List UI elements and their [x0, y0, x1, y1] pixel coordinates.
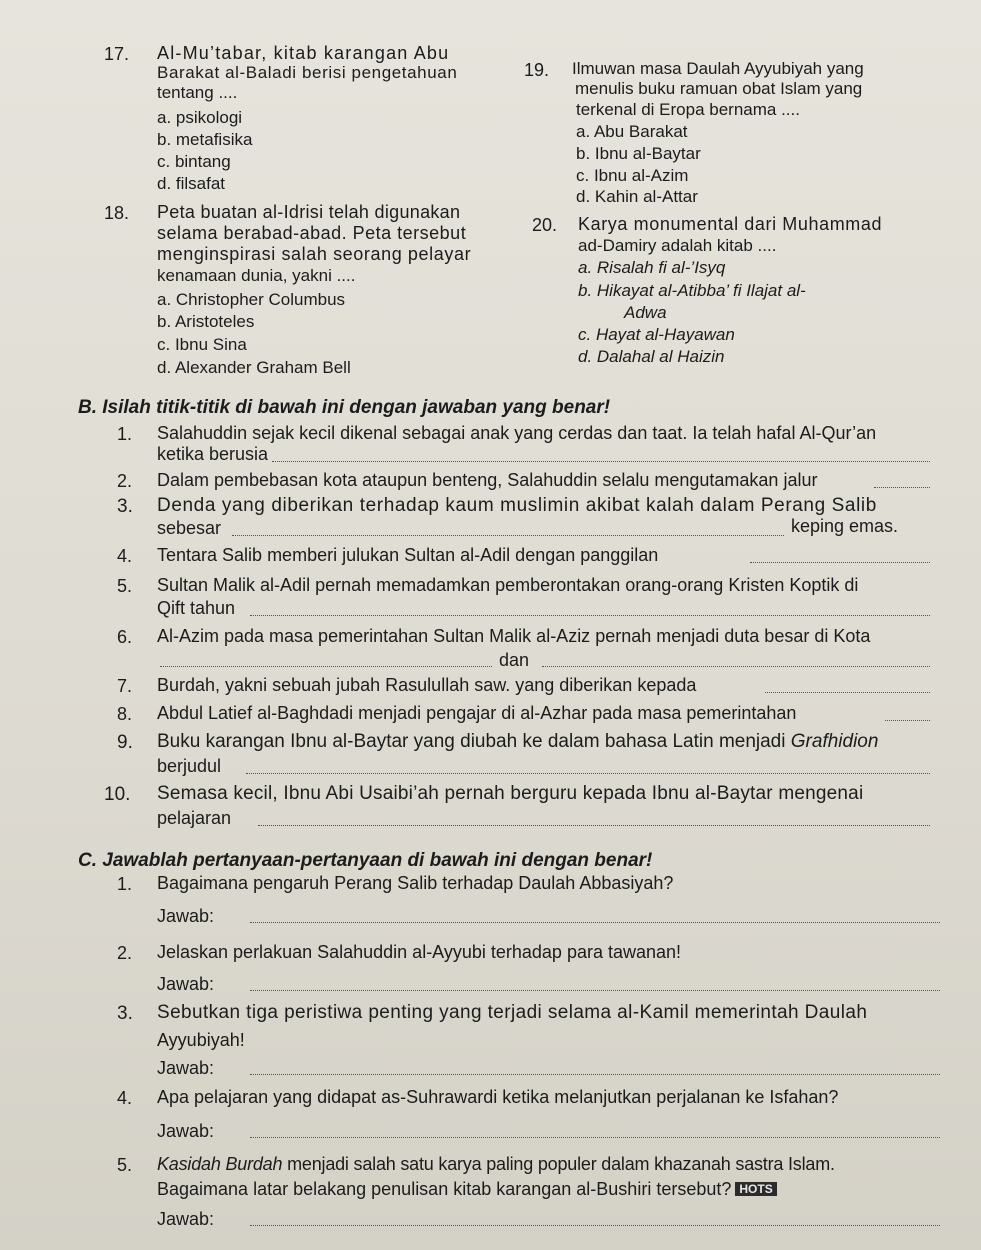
answer-blank[interactable] [542, 666, 930, 667]
item-number: 3. [117, 496, 133, 517]
item-number: 2. [117, 471, 133, 491]
option-c[interactable]: c. Ibnu Sina [157, 335, 247, 354]
question-text: kenamaan dunia, yakni .... [157, 266, 356, 285]
answer-blank[interactable] [160, 666, 492, 667]
option-b[interactable]: b. Hikayat al-Atibba’ fi Ilajat al- [578, 281, 806, 300]
answer-label: Jawab: [157, 906, 215, 926]
item-number: 2. [117, 943, 133, 963]
item-text: menjadi salah satu karya paling populer dalam khazanah sastra Islam. [282, 1154, 835, 1174]
answer-line[interactable] [250, 1137, 940, 1138]
question-text: tentang .... [157, 83, 238, 102]
item-number: 8. [117, 704, 133, 724]
item-text-line-2 [157, 1180, 777, 1198]
answer-label: Jawab: [157, 974, 215, 994]
item-text: Dalam pembebasan kota ataupun benteng, Salahuddin selalu mengutamakan jalur [157, 470, 818, 490]
answer-label: Jawab: [157, 1121, 215, 1141]
item-text: Salahuddin sejak kecil dikenal sebagai anak yang cerdas dan taat. Ia telah hafal Al-Qur’an [157, 423, 877, 443]
item-text: Qift tahun [157, 598, 236, 618]
item-text: Apa pelajaran yang didapat as-Suhrawardi ketika melanjutkan perjalanan ke Isfahan? [157, 1087, 839, 1107]
question-text: selama berabad-abad. Peta tersebut [157, 223, 467, 243]
item-text: Sultan Malik al-Adil pernah memadamkan pemberontakan orang-orang Kristen Koptik di [157, 575, 859, 595]
item-number: 10. [104, 784, 131, 805]
item-text: ketika berusia [157, 444, 269, 464]
section-b-title: B. Isilah titik-titik di bawah ini dengan jawaban yang benar! [78, 397, 611, 418]
item-italic-title: Kasidah Burdah [157, 1154, 283, 1174]
answer-blank[interactable] [250, 615, 930, 616]
item-text-mid: dan [499, 650, 530, 670]
answer-label: Jawab: [157, 1209, 215, 1229]
item-text: Al-Azim pada masa pemerintahan Sultan Malik al-Aziz pernah menjadi duta besar di Kota [157, 626, 871, 646]
item-text: Jelaskan perlakuan Salahuddin al-Ayyubi terhadap para tawanan! [157, 942, 682, 962]
item-number: 5. [117, 576, 133, 596]
option-c[interactable]: c. bintang [157, 152, 231, 171]
option-d[interactable]: d. Alexander Graham Bell [157, 358, 351, 377]
item-number: 1. [117, 424, 133, 444]
option-b[interactable]: b. Aristoteles [157, 312, 255, 331]
item-text: pelajaran [157, 808, 232, 828]
question-text: Ilmuwan masa Daulah Ayyubiyah yang [572, 59, 864, 78]
item-text: Burdah, yakni sebuah jubah Rasulullah saw. yang diberikan kepada [157, 675, 697, 695]
item-text: Denda yang diberikan terhadap kaum muslimin akibat kalah dalam Perang Salib [157, 495, 877, 516]
item-italic-title: Grafhidion [790, 731, 879, 752]
item-text: berjudul [157, 756, 222, 776]
item-text: Bagaimana latar belakang penulisan kitab karangan al-Bushiri tersebut? [157, 1179, 732, 1199]
question-text: Peta buatan al-Idrisi telah digunakan [157, 202, 461, 222]
option-d[interactable]: d. Kahin al-Attar [576, 187, 698, 206]
question-text: terkenal di Eropa bernama .... [576, 100, 800, 119]
option-a[interactable]: a. Christopher Columbus [157, 290, 346, 309]
answer-blank[interactable] [765, 692, 930, 693]
question-text: Barakat al-Baladi berisi pengetahuan [157, 63, 458, 82]
question-number: 19. [524, 60, 550, 80]
item-text-line [157, 1155, 835, 1173]
item-number: 3. [117, 1003, 133, 1024]
item-number: 4. [117, 546, 133, 566]
option-c[interactable]: c. Hayat al-Hayawan [578, 325, 735, 344]
option-a[interactable]: a. psikologi [157, 108, 243, 127]
option-b-continued: Adwa [624, 303, 667, 322]
option-b[interactable]: b. metafisika [157, 130, 253, 149]
question-text: menginspirasi salah seorang pelayar [157, 244, 472, 264]
answer-blank[interactable] [272, 461, 930, 462]
option-a[interactable]: a. Risalah fi al-’Isyq [578, 258, 726, 277]
question-text: ad-Damiry adalah kitab .... [578, 236, 777, 255]
answer-line[interactable] [250, 990, 940, 991]
item-text: Tentara Salib memberi julukan Sultan al-Adil dengan panggilan [157, 545, 659, 565]
item-number: 9. [117, 732, 133, 753]
answer-line[interactable] [250, 1225, 940, 1226]
hots-badge: HOTS [735, 1182, 776, 1196]
item-text: Semasa kecil, Ibnu Abi Usaibi’ah pernah berguru kepada Ibnu al-Baytar mengenai [157, 783, 864, 804]
section-c-title: C. Jawablah pertanyaan-pertanyaan di bawah ini dengan benar! [78, 850, 653, 871]
item-text: Buku karangan Ibnu al-Baytar yang diubah ke dalam bahasa Latin menjadi [157, 731, 786, 752]
question-number: 20. [532, 215, 558, 235]
option-d[interactable]: d. filsafat [157, 174, 226, 193]
question-text: Al-Mu’tabar, kitab karangan Abu [157, 43, 450, 63]
item-number: 6. [117, 627, 133, 647]
answer-line[interactable] [250, 922, 940, 923]
item-text: Sebutkan tiga peristiwa penting yang terjadi selama al-Kamil memerintah Daulah [157, 1002, 868, 1023]
item-number: 1. [117, 874, 133, 894]
answer-blank[interactable] [258, 825, 930, 826]
item-text-line [157, 732, 878, 751]
item-text-tail: keping emas. [791, 516, 899, 536]
item-text: Bagaimana pengaruh Perang Salib terhadap Daulah Abbasiyah? [157, 873, 674, 893]
answer-blank[interactable] [750, 562, 930, 563]
answer-line[interactable] [250, 1074, 940, 1075]
option-b[interactable]: b. Ibnu al-Baytar [576, 144, 701, 163]
item-number: 4. [117, 1088, 133, 1108]
option-d[interactable]: d. Dalahal al Haizin [578, 347, 725, 366]
answer-blank[interactable] [232, 535, 784, 536]
option-c[interactable]: c. Ibnu al-Azim [576, 166, 689, 185]
item-number: 5. [117, 1155, 133, 1175]
question-number: 18. [104, 203, 130, 223]
item-text: Abdul Latief al-Baghdadi menjadi pengajar di al-Azhar pada masa pemerintahan [157, 703, 797, 723]
question-text: menulis buku ramuan obat Islam yang [575, 79, 863, 98]
question-number: 17. [104, 44, 130, 64]
answer-label: Jawab: [157, 1058, 215, 1078]
item-text: Ayyubiyah! [157, 1030, 245, 1050]
answer-blank[interactable] [874, 487, 930, 488]
answer-blank[interactable] [246, 773, 930, 774]
item-text: sebesar [157, 518, 222, 538]
option-a[interactable]: a. Abu Barakat [576, 122, 688, 141]
item-number: 7. [117, 676, 133, 696]
answer-blank[interactable] [885, 720, 930, 721]
question-text: Karya monumental dari Muhammad [578, 214, 883, 234]
